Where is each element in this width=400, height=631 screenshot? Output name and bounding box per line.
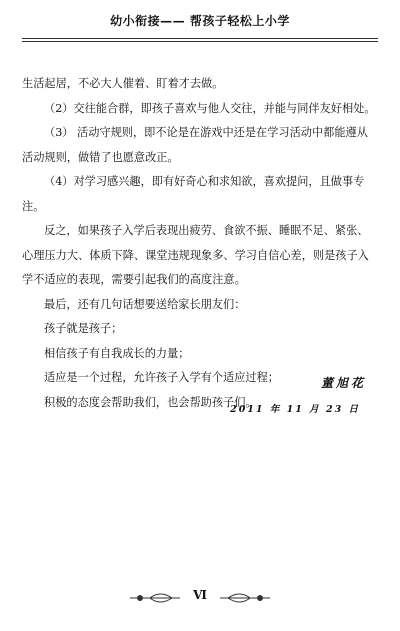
paragraph-closing-intro: 最后，还有几句话想要送给家长朋友们： <box>44 297 246 311</box>
closing-line-2: 相信孩子有自我成长的力量； <box>44 346 190 360</box>
signature-date: 2011 年 11 月 23 日 <box>230 404 360 415</box>
closing-line-1: 孩子就是孩子； <box>44 322 123 335</box>
paragraph-conversely: 反之，如果孩子入学后表现出疲劳、食欲不振、睡眠不足、紧张、心理压力大、体质下降、课堂违规现象多、学习自信心差，则是孩子入学不适应的表现，需要引起我们的高度注意。 <box>22 224 369 286</box>
page-number: Ⅵ <box>193 588 207 602</box>
closing-line-4: 积极的态度会帮助我们，也会帮助孩子们。 <box>44 395 257 409</box>
header-divider <box>22 38 378 42</box>
list-item-4: （4）对学习感兴趣，即有好奇心和求知欲，喜欢提问，且做事专注。 <box>22 175 365 213</box>
body-text <box>22 72 378 415</box>
paragraph-continuation: 生活起居，不必大人催着、盯着才去做。 <box>22 77 224 90</box>
list-item-2: （2）交往能合群，即孩子喜欢与他人交往，并能与同伴友好相处。 <box>44 101 376 115</box>
running-header: 幼小衔接—— 帮孩子轻松上小学 <box>110 14 290 28</box>
list-item-3: （3） 活动守规则，即不论是在游戏中还是在学习活动中都能遵从活动规则，做错了也愿意改正。 <box>22 126 368 164</box>
closing-line-3: 适应是一个过程，允许孩子入学有个适应过程； <box>44 371 279 384</box>
author-signature: 董旭花 <box>320 376 366 390</box>
